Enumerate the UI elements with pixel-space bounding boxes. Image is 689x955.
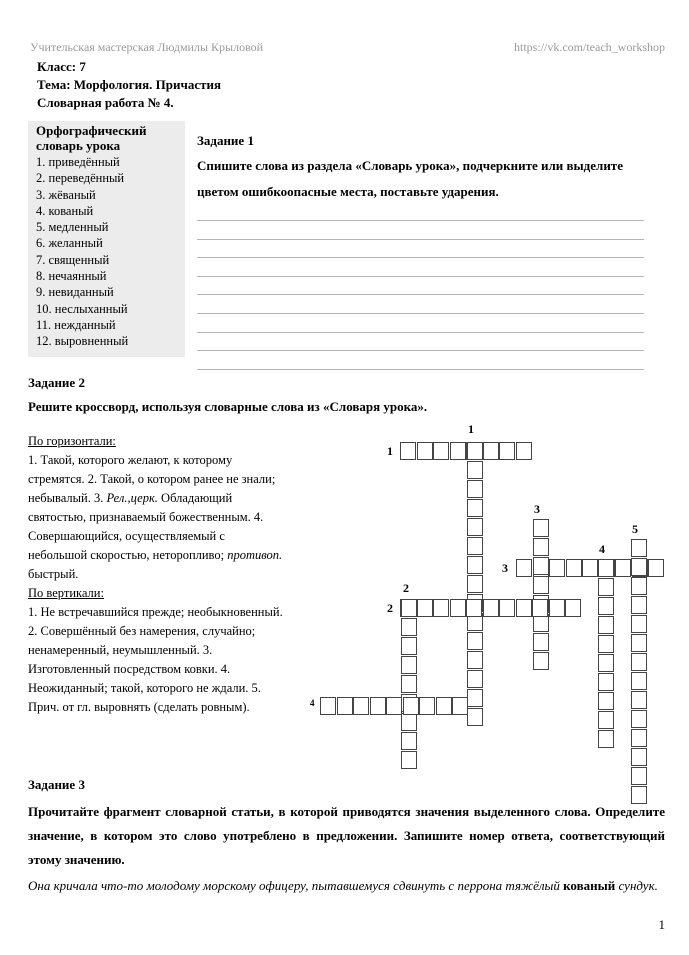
vocabulary-item: 10. неслыханный — [36, 301, 128, 316]
crossword-cell-v5[interactable] — [631, 729, 647, 747]
crossword-cell-v1[interactable] — [467, 480, 483, 498]
crossword-cell-h1[interactable] — [400, 442, 416, 460]
crossword-cell-v4[interactable] — [598, 597, 614, 615]
vertical-clues: 1. Не встречавшийся прежде; необыкновенный. 2. Совершённый без намерения, случайно; ненамеренный, неумышленный. 3. Изготовленный посредством ковки. 4. Неожиданный; такой, которого не ждали. 5. Прич. от гл. выровнять (сделать ровным). — [28, 605, 283, 714]
crossword-cell-h2[interactable] — [549, 599, 565, 617]
crossword-cell-h4[interactable] — [320, 697, 336, 715]
crossword-cell-h3[interactable] — [615, 559, 631, 577]
crossword-cell-h2[interactable] — [483, 599, 499, 617]
crossword-cell-h2[interactable] — [499, 599, 515, 617]
grade-label: Класс: 7 — [37, 59, 86, 74]
vocabulary-list — [36, 154, 128, 350]
vocabulary-item: 2. переведённый — [36, 171, 125, 186]
crossword-cell-v3[interactable] — [533, 652, 549, 670]
crossword-cell-h4[interactable] — [386, 697, 402, 715]
crossword-cell-h4[interactable] — [370, 697, 386, 715]
task1-title: Задание 1 — [197, 133, 254, 148]
answer-line[interactable] — [197, 276, 644, 277]
crossword-cell-h2[interactable] — [516, 599, 532, 617]
crossword-cell-h2[interactable] — [450, 599, 466, 617]
task3-text: Прочитайте фрагмент словарной статьи, в которой приводятся значения выделенного слова. Определите значение, в котором это слово употреблено в предложении. Запишите номер ответа, соответствующий этому значению. — [28, 804, 665, 867]
vocabulary-item: 11. нежданный — [36, 317, 116, 332]
vocabulary-item: 3. жёваный — [36, 187, 96, 202]
crossword-cell-h1[interactable] — [499, 442, 515, 460]
task1-text: Спишите слова из раздела «Словарь урока», подчеркните или выделите цветом ошибкоопасные места, поставьте ударения. — [197, 158, 623, 199]
crossword-number-2h: 2 — [387, 601, 393, 615]
crossword-cell-h4[interactable] — [353, 697, 369, 715]
crossword-cell-v1[interactable] — [467, 442, 483, 460]
crossword-cell-v5[interactable] — [631, 558, 647, 576]
task2-title: Задание 2 — [28, 375, 85, 390]
work-label: Словарная работа № 4. — [37, 95, 174, 110]
crossword-number-1h: 1 — [387, 444, 393, 458]
vocabulary-item: 4. кованый — [36, 203, 94, 218]
vocabulary-item: 1. приведённый — [36, 155, 120, 169]
answer-line[interactable] — [197, 257, 644, 258]
crossword-cell-h4[interactable] — [436, 697, 452, 715]
crossword-cell-v4[interactable] — [598, 711, 614, 729]
vocabulary-item: 7. священный — [36, 252, 110, 267]
crossword-cell-v5[interactable] — [631, 748, 647, 766]
crossword-cell-h1[interactable] — [483, 442, 499, 460]
crossword-cell-v1[interactable] — [467, 632, 483, 650]
crossword-cell-v1[interactable] — [467, 708, 483, 726]
crossword-cell-h4[interactable] — [337, 697, 353, 715]
vocabulary-item: 6. желанный — [36, 236, 103, 251]
crossword-cell-v1[interactable] — [467, 670, 483, 688]
crossword-cell-h3[interactable] — [648, 559, 664, 577]
crossword-cell-h3[interactable] — [516, 559, 532, 577]
crossword-cell-h2[interactable] — [417, 599, 433, 617]
crossword-cell-v4[interactable] — [598, 673, 614, 691]
vocabulary-box — [28, 121, 185, 357]
answer-line[interactable] — [197, 220, 644, 221]
crossword-cell-v5[interactable] — [631, 710, 647, 728]
crossword-number-3h: 3 — [502, 561, 508, 575]
crossword-cell-v1[interactable] — [467, 537, 483, 555]
crossword-cell-v1[interactable] — [467, 499, 483, 517]
crossword-cell-v5[interactable] — [631, 615, 647, 633]
crossword-cell-h4[interactable] — [419, 697, 435, 715]
crossword-cell-v5[interactable] — [631, 691, 647, 709]
crossword-cell-v3[interactable] — [533, 557, 549, 575]
crossword-cell-v2[interactable] — [401, 599, 417, 617]
crossword-cell-h2[interactable] — [466, 599, 482, 617]
crossword-cell-v3[interactable] — [533, 519, 549, 537]
crossword-cell-v2[interactable] — [401, 713, 417, 731]
crossword-cell-h3[interactable] — [549, 559, 565, 577]
crossword-cell-h2[interactable] — [565, 599, 581, 617]
crossword-cell-v4[interactable] — [598, 635, 614, 653]
vocabulary-item: 8. нечаянный — [36, 269, 107, 284]
task3-example: Она кричала что-то молодому морскому офицеру, пытавшемуся сдвинуть с перрона тяжёлый кованый сундук. — [28, 878, 658, 893]
task2-text: Решите кроссворд, используя словарные слова из «Словаря урока». — [28, 399, 428, 414]
crossword-cell-h2[interactable] — [532, 599, 548, 617]
highlighted-word: кованый — [563, 878, 616, 893]
vertical-label: По вертикали: — [28, 586, 104, 600]
crossword-cell-h3[interactable] — [566, 559, 582, 577]
crossword-cell-v5[interactable] — [631, 767, 647, 785]
horizontal-clues: 1. Такой, которого желают, к которому стремятся. 2. Такой, о котором ранее не знали; небывалый. 3. Рел.,церк. Обладающий святостью, признаваемый божественным. 4. Совершающийся, осуществляемый с небольшой скоростью, неторопливо; противоп. быстрый. — [28, 453, 283, 581]
crossword-cell-v5[interactable] — [631, 672, 647, 690]
crossword-cell-v4[interactable] — [598, 692, 614, 710]
answer-line[interactable] — [197, 350, 644, 351]
crossword-cell-v3[interactable] — [533, 576, 549, 594]
crossword-cell-v4[interactable] — [598, 578, 614, 596]
header-author: Учительская мастерская Людмилы Крыловой — [30, 40, 264, 54]
answer-line[interactable] — [197, 369, 644, 370]
crossword-cell-v4[interactable] — [598, 654, 614, 672]
crossword-number-4h: 4 — [310, 698, 315, 708]
crossword-number-5v: 5 — [632, 522, 638, 536]
crossword-cell-v1[interactable] — [467, 556, 483, 574]
answer-line[interactable] — [197, 313, 644, 314]
crossword-cell-v2[interactable] — [401, 751, 417, 769]
crossword-cell-v4[interactable] — [598, 730, 614, 748]
answer-line[interactable] — [197, 294, 644, 295]
page-number: 1 — [658, 917, 665, 932]
vocabulary-title: Орфографический словарь урока — [36, 123, 147, 153]
vocabulary-item: 5. медленный — [36, 220, 109, 235]
crossword-cell-v5[interactable] — [631, 653, 647, 671]
crossword-cell-v1[interactable] — [467, 689, 483, 707]
crossword-cell-v3[interactable] — [533, 633, 549, 651]
crossword-number-1v: 1 — [468, 422, 474, 436]
crossword-cell-v2[interactable] — [401, 637, 417, 655]
crossword-cell-v2[interactable] — [401, 656, 417, 674]
header-link[interactable]: https://vk.com/teach_workshop — [514, 40, 665, 54]
topic-label: Тема: Морфология. Причастия — [37, 77, 222, 92]
horizontal-label: По горизонтали: — [28, 434, 116, 448]
crossword-cell-v1[interactable] — [467, 461, 483, 479]
answer-line[interactable] — [197, 239, 644, 240]
crossword-cell-v2[interactable] — [401, 675, 417, 693]
crossword-cell-h2[interactable] — [433, 599, 449, 617]
crossword-cell-v5[interactable] — [631, 596, 647, 614]
crossword-cell-h4[interactable] — [452, 697, 468, 715]
crossword-clues — [28, 432, 283, 717]
crossword-cell-v2[interactable] — [401, 618, 417, 636]
crossword-number-4v: 4 — [599, 542, 605, 556]
crossword-cell-v4[interactable] — [598, 616, 614, 634]
crossword-cell-h3[interactable] — [582, 559, 598, 577]
vocabulary-item: 9. невиданный — [36, 285, 114, 300]
crossword-cell-v1[interactable] — [467, 651, 483, 669]
crossword-grid — [300, 420, 680, 780]
task3-title: Задание 3 — [28, 777, 85, 792]
crossword-cell-v2[interactable] — [401, 732, 417, 750]
crossword-number-2v: 2 — [403, 581, 409, 595]
crossword-cell-v3[interactable] — [533, 538, 549, 556]
crossword-cell-h1[interactable] — [516, 442, 532, 460]
crossword-number-3v: 3 — [534, 502, 540, 516]
answer-line[interactable] — [197, 332, 644, 333]
crossword-cell-v4[interactable] — [598, 559, 614, 577]
crossword-cell-v5[interactable] — [631, 539, 647, 557]
crossword-cell-h1[interactable] — [450, 442, 466, 460]
crossword-cell-v1[interactable] — [467, 518, 483, 536]
crossword-cell-v5[interactable] — [631, 634, 647, 652]
crossword-cell-v1[interactable] — [467, 575, 483, 593]
crossword-cell-h4[interactable] — [403, 697, 419, 715]
crossword-cell-h1[interactable] — [417, 442, 433, 460]
crossword-cell-h1[interactable] — [433, 442, 449, 460]
vocabulary-item: 12. выровненный — [36, 334, 129, 349]
crossword-cell-v5[interactable] — [631, 577, 647, 595]
